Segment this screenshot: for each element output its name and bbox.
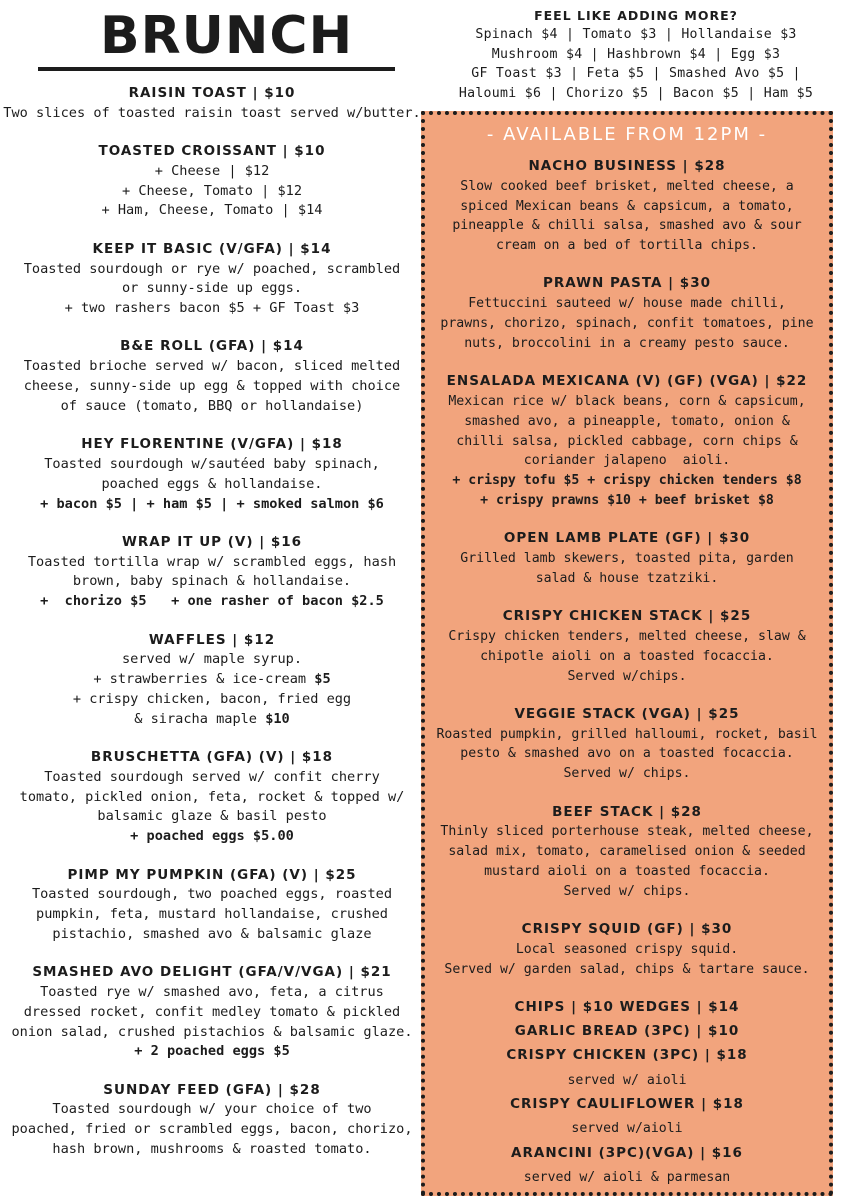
menu-item-description: salad mix, tomato, caramelised onion & seeded bbox=[448, 844, 806, 860]
side-item-note: served w/aioli bbox=[571, 1121, 683, 1137]
menu-item-raisin-toast bbox=[0, 84, 424, 124]
menu-item-description: tomato, pickled onion, feta, rocket & topped w/ bbox=[19, 788, 405, 805]
brunch-menu-list bbox=[0, 84, 424, 1178]
side-item-title: CRISPY CHICKEN (3PC) | $18 bbox=[506, 1047, 748, 1064]
menu-item-title: PIMP MY PUMPKIN (GFA) (V) | $25 bbox=[67, 866, 357, 883]
menu-item-description: chilli salsa, pickled cabbage, corn chips & bbox=[456, 433, 798, 449]
menu-item-title: BEEF STACK | $28 bbox=[552, 803, 702, 820]
menu-item-be-roll bbox=[0, 337, 424, 416]
menu-item-veggie-stack bbox=[425, 705, 829, 784]
menu-item-description: or sunny-side up eggs. bbox=[121, 280, 303, 297]
extras-heading: FEEL LIKE ADDING MORE? bbox=[534, 8, 738, 23]
menu-item-description: Toasted sourdough, two poached eggs, roasted bbox=[31, 886, 393, 903]
extras-line: Mushroom $4 | Hashbrown $4 | Egg $3 bbox=[491, 46, 781, 62]
sides-list bbox=[425, 998, 829, 1188]
menu-item-description: nuts, broccolini in a creamy pesto sauce. bbox=[464, 335, 790, 351]
menu-item-description: Local seasoned crispy squid. bbox=[515, 941, 739, 957]
menu-item-title: TOASTED CROISSANT | $10 bbox=[98, 143, 326, 160]
menu-item-ensalada-mexicana bbox=[425, 372, 829, 511]
extras-line: Haloumi $6 | Chorizo $5 | Bacon $5 | Ham $5 bbox=[458, 85, 814, 101]
menu-item-description: Toasted rye w/ smashed avo, feta, a citrus bbox=[40, 983, 384, 1000]
menu-item-description: Thinly sliced porterhouse steak, melted cheese, bbox=[440, 824, 814, 840]
menu-item-title: SUNDAY FEED (GFA) | $28 bbox=[103, 1081, 321, 1098]
menu-item-title: BRUSCHETTA (GFA) (V) | $18 bbox=[90, 749, 334, 766]
lunch-menu-list bbox=[425, 123, 829, 1192]
menu-item-description: Grilled lamb skewers, toasted pita, garden bbox=[460, 551, 794, 567]
menu-item-description: Toasted tortilla wrap w/ scrambled eggs, hash bbox=[27, 553, 397, 570]
addon-price: $5 bbox=[314, 671, 331, 688]
menu-item-addons: + poached eggs $5.00 bbox=[130, 828, 294, 845]
extras-line: GF Toast $3 | Feta $5 | Smashed Avo $5 | bbox=[471, 66, 801, 81]
menu-item-description: Toasted sourdough or rye w/ poached, scrambled bbox=[23, 260, 401, 277]
menu-item-title: SMASHED AVO DELIGHT (GFA/V/VGA) | $21 bbox=[32, 964, 392, 981]
menu-item-description: Mexican rice w/ black beans, corn & capsicum, bbox=[448, 393, 806, 409]
menu-item-title: ENSALADA MEXICANA (V) (GF) (VGA) | $22 bbox=[446, 373, 808, 390]
menu-item-crispy-squid bbox=[425, 920, 829, 979]
menu-item-addon bbox=[0, 690, 424, 710]
menu-item-addons: + crispy prawns $10 + beef brisket $8 bbox=[480, 492, 774, 508]
menu-item-description: pesto & smashed avo on a toasted focaccia. bbox=[460, 746, 794, 762]
menu-item-title: VEGGIE STACK (VGA) | $25 bbox=[514, 705, 740, 722]
menu-item-description: poached eggs & hollandaise. bbox=[101, 475, 323, 492]
side-item-title: GARLIC BREAD (3PC) | $10 bbox=[514, 1023, 740, 1040]
menu-item-description: spiced Mexican beans & capsicum, a tomato, bbox=[460, 198, 794, 214]
menu-item-wrap-it-up bbox=[0, 533, 424, 612]
menu-item-title: WAFFLES | $12 bbox=[148, 631, 276, 648]
side-item-note: served w/ aioli bbox=[567, 1072, 687, 1088]
menu-item-beef-stack bbox=[425, 803, 829, 902]
menu-item-title: CRISPY CHICKEN STACK | $25 bbox=[502, 608, 752, 625]
menu-item-addons: + chorizo $5 + one rasher of bacon $2.5 bbox=[40, 593, 384, 610]
addon-price: $10 bbox=[265, 710, 290, 727]
menu-item-addons: + 2 poached eggs $5 bbox=[134, 1043, 290, 1060]
menu-item-title: CRISPY SQUID (GF) | $30 bbox=[521, 921, 733, 937]
menu-item-addons: + bacon $5 | + ham $5 | + smoked salmon $6 bbox=[40, 495, 384, 512]
menu-item-smashed-avo-delight bbox=[0, 963, 424, 1062]
menu-item-addons: + crispy tofu $5 + crispy chicken tenders $8 bbox=[452, 473, 802, 489]
menu-item-description: Toasted sourdough served w/ confit cherry bbox=[44, 768, 380, 785]
menu-item-title: PRAWN PASTA | $30 bbox=[543, 275, 711, 292]
menu-item-keep-it-basic bbox=[0, 240, 424, 319]
menu-item-description: Toasted brioche served w/ bacon, sliced melted bbox=[23, 358, 401, 375]
menu-item-description: Served w/ chips. bbox=[563, 766, 691, 782]
menu-item-description: cream on a bed of tortilla chips. bbox=[495, 238, 758, 254]
menu-item-toasted-croissant bbox=[0, 142, 424, 221]
side-item-title: ARANCINI (3PC)(VGA) | $16 bbox=[511, 1144, 743, 1161]
menu-item-addon bbox=[0, 710, 424, 730]
menu-item-description: pineapple & chilli salsa, smashed avo & sour bbox=[452, 218, 802, 234]
menu-item-description: salad & house tzatziki. bbox=[535, 570, 719, 586]
menu-item-description: onion salad, crushed pistachios & balsamic glaze. bbox=[11, 1023, 413, 1040]
menu-item-title: WRAP IT UP (V) | $16 bbox=[121, 533, 303, 550]
available-banner: - AVAILABLE FROM 12PM - bbox=[486, 124, 768, 145]
menu-item-addon bbox=[0, 670, 424, 690]
menu-item-option: + Cheese, Tomato | $12 bbox=[121, 182, 303, 199]
menu-item-description: poached, fried or scrambled eggs, bacon, chorizo, bbox=[11, 1121, 413, 1138]
menu-item-description: Served w/chips. bbox=[567, 668, 687, 684]
menu-item-description: mustard aioli on a toasted focaccia. bbox=[484, 863, 770, 879]
addon-text: + strawberries & ice-cream bbox=[93, 671, 315, 688]
menu-item-waffles bbox=[0, 631, 424, 730]
menu-item-description: Toasted sourdough w/ your choice of two bbox=[52, 1101, 372, 1118]
menu-item-description: coriander jalapeno aioli. bbox=[523, 453, 731, 469]
menu-item-description: pumpkin, feta, mustard hollandaise, crushed bbox=[36, 906, 388, 923]
title-underline bbox=[38, 67, 395, 71]
menu-item-sunday-feed bbox=[0, 1081, 424, 1160]
menu-item-open-lamb-plate bbox=[425, 529, 829, 588]
side-item-note: served w/ aioli & parmesan bbox=[523, 1169, 731, 1185]
menu-item-title: B&E ROLL (GFA) | $14 bbox=[120, 338, 304, 355]
menu-item-description: Toasted sourdough w/sautéed baby spinach, bbox=[44, 455, 380, 472]
menu-item-option: + Cheese | $12 bbox=[154, 162, 270, 179]
addon-text: & siracha maple bbox=[134, 710, 266, 727]
menu-item-description: dressed rocket, confit medley tomato & pickled bbox=[23, 1003, 401, 1020]
side-item-title: CHIPS | $10 WEDGES | $14 bbox=[514, 998, 740, 1015]
menu-item-hey-florentine bbox=[0, 435, 424, 514]
menu-item-pimp-my-pumpkin bbox=[0, 866, 424, 945]
menu-item-description: Slow cooked beef brisket, melted cheese, a bbox=[460, 178, 794, 194]
extras-line: Spinach $4 | Tomato $3 | Hollandaise $3 bbox=[475, 27, 797, 42]
menu-item-description: smashed avo, a pineapple, tomato, onion & bbox=[464, 413, 790, 429]
menu-item-nacho-business bbox=[425, 157, 829, 256]
menu-item-description: Fettuccini sauteed w/ house made chilli, bbox=[468, 296, 786, 312]
menu-item-title: RAISIN TOAST | $10 bbox=[128, 85, 296, 101]
menu-item-option: + Ham, Cheese, Tomato | $14 bbox=[101, 202, 323, 219]
menu-item-description: Roasted pumpkin, grilled halloumi, rocket, basil bbox=[436, 726, 818, 742]
side-item-title: CRISPY CAULIFLOWER | $18 bbox=[510, 1096, 744, 1113]
menu-item-description: of sauce (tomato, BBQ or hollandaise) bbox=[60, 397, 364, 414]
menu-item-title: KEEP IT BASIC (V/GFA) | $14 bbox=[92, 240, 332, 257]
menu-item-description: prawns, chorizo, spinach, confit tomatoes, pine bbox=[440, 316, 814, 332]
page-title: BRUNCH bbox=[100, 6, 354, 66]
menu-item-title: HEY FLORENTINE (V/GFA) | $18 bbox=[81, 436, 343, 453]
menu-item-description: Served w/ chips. bbox=[563, 883, 691, 899]
menu-item-description: balsamic glaze & basil pesto bbox=[97, 808, 327, 825]
menu-item-description: Served w/ garden salad, chips & tartare sauce. bbox=[444, 961, 810, 977]
menu-item-title: OPEN LAMB PLATE (GF) | $30 bbox=[503, 530, 751, 547]
menu-item-description: pistachio, smashed avo & balsamic glaze bbox=[52, 925, 372, 942]
menu-item-description: + two rashers bacon $5 + GF Toast $3 bbox=[64, 300, 360, 317]
menu-item-crispy-chicken-stack bbox=[425, 607, 829, 686]
extras-section bbox=[436, 6, 836, 103]
menu-item-description: cheese, sunny-side up egg & topped with choice bbox=[23, 378, 401, 395]
menu-item-description: brown, baby spinach & hollandaise. bbox=[72, 573, 352, 590]
menu-item-prawn-pasta bbox=[425, 274, 829, 353]
menu-item-description: Two slices of toasted raisin toast served w/butter. bbox=[3, 104, 421, 121]
menu-item-description: Crispy chicken tenders, melted cheese, slaw & bbox=[448, 628, 806, 644]
menu-item-description: served w/ maple syrup. bbox=[121, 651, 303, 668]
menu-item-description: hash brown, mushrooms & roasted tomato. bbox=[52, 1141, 372, 1158]
addon-text: + crispy chicken, bacon, fried egg bbox=[72, 690, 352, 707]
menu-item-description: chipotle aioli on a toasted focaccia. bbox=[480, 648, 774, 664]
menu-item-title: NACHO BUSINESS | $28 bbox=[528, 158, 726, 174]
menu-item-bruschetta bbox=[0, 748, 424, 847]
